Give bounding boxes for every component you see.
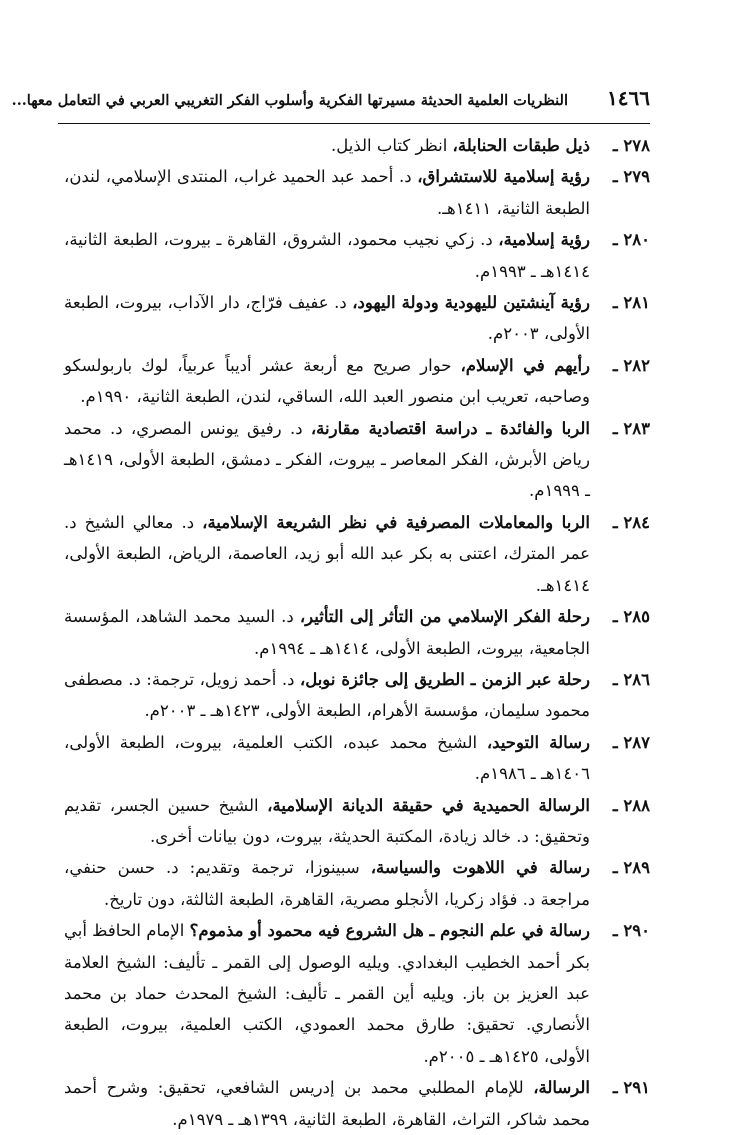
entry-details: د. أحمد زويل، ترجمة: د. مصطفى محمود سليمان، مؤسسة الأهرام، الطبعة الأولى، ١٤٢٣هـ ـ ٢٠٠٣م. (64, 669, 590, 721)
entry-details: د. السيد محمد الشاهد، المؤسسة الجامعية، بيروت، الطبعة الأولى، ١٤١٤هـ ـ ١٩٩٤م. (64, 607, 590, 658)
bibliography-entry (64, 350, 650, 413)
bibliography-entry (64, 413, 650, 507)
entry-title: الرسالة الحميدية في حقيقة الديانة الإسلامية، (267, 795, 591, 815)
entry-number: ٢٨٢ ـ (612, 355, 650, 375)
running-header (11, 82, 650, 122)
bibliography-entry (64, 727, 650, 790)
entry-title: رؤية آينشتين لليهودية ودولة اليهود، (352, 293, 590, 313)
entry-title: رحلة عبر الزمن ـ الطريق إلى جائزة نوبل، (299, 669, 591, 689)
running-title: النظريات العلمية الحديثة مسيرتها الفكرية وأسلوب الفكر التغريبي العربي في التعامل معها... (11, 92, 568, 109)
entry-number: ٢٨١ ـ (612, 293, 650, 313)
header-rule (58, 123, 650, 124)
entry-number: ٢٨٧ ـ (612, 732, 650, 752)
page-number: ١٤٦٦ (607, 86, 650, 110)
entry-details: د. زكي نجيب محمود، الشروق، القاهرة ـ بيروت، الطبعة الثانية، ١٤١٤هـ ـ ١٩٩٣م. (64, 230, 590, 281)
bibliography-entry (64, 915, 650, 1072)
entry-number: ٢٨٣ ـ (612, 418, 650, 438)
entry-details: سبينوزا، ترجمة وتقديم: د. حسن حنفي، مراجعة د. فؤاد زكريا، الأنجلو مصرية، القاهرة، الطبعة الثالثة، دون تاريخ. (64, 858, 590, 909)
entry-details: د. أحمد عبد الحميد غراب، المنتدى الإسلامي، لندن، الطبعة الثانية، ١٤١١هـ. (64, 167, 590, 218)
entry-details: حوار صريح مع أربعة عشر أديباً عربياً، لوك باربولسكو وصاحبه، تعريب ابن منصور العبد الله، الساقي، لندن، الطبعة الثانية، ١٩٩٠م. (64, 355, 590, 407)
entry-title: ذيل طبقات الحنابلة، (452, 136, 590, 155)
bibliography-entry (64, 664, 650, 727)
entry-number: ٢٩١ ـ (612, 1078, 650, 1098)
entry-details: د. عفيف فرّاج، دار الآداب، بيروت، الطبعة الأولى، ٢٠٠٣م. (64, 293, 590, 344)
entry-number: ٢٨٦ ـ (612, 669, 650, 689)
entry-title: الربا والمعاملات المصرفية في نظر الشريعة الإسلامية، (202, 512, 590, 532)
entry-details: الشيخ حسين الجسر، تقديم وتحقيق: د. خالد زيادة، المكتبة الحديثة، بيروت، دون بيانات أخرى. (64, 795, 590, 846)
bibliography-list (64, 130, 650, 1135)
entry-number: ٢٨٩ ـ (612, 858, 650, 878)
entry-number: ٢٨٤ ـ (612, 512, 650, 532)
entry-number: ٢٩٠ ـ (612, 921, 650, 941)
entry-title: الرسالة، (533, 1078, 590, 1098)
entry-title: رأيهم في الإسلام، (460, 355, 590, 375)
bibliography-entry (64, 601, 650, 664)
entry-details: الشيخ محمد عبده، الكتب العلمية، بيروت، الطبعة الأولى، ١٤٠٦هـ ـ ١٩٨٦م. (64, 732, 590, 784)
entry-number: ٢٧٩ ـ (612, 167, 650, 187)
bibliography-entry (64, 130, 650, 161)
entry-number: ٢٨٥ ـ (612, 607, 650, 627)
entry-details: الإمام الحافظ أبي بكر أحمد الخطيب البغدادي. ويليه الوصول إلى القمر ـ تأليف: الشيخ العلامة عبد العزيز بن باز. ويليه أين القمر ـ تأليف: الشيخ المحدث حماد بن محمد الأنصاري. تحقيق: طارق محمد العمودي، الكتب العلمية، بيروت، الطبعة الأولى، ١٤٢٥هـ ـ ٢٠٠٥م. (64, 921, 590, 1066)
entry-title: رسالة في علم النجوم ـ هل الشروع فيه محمود أو مذموم؟ (189, 921, 590, 941)
bibliography-entry (64, 224, 650, 287)
bibliography-entry (64, 507, 650, 601)
bibliography-entry (64, 161, 650, 224)
entry-title: رؤية إسلامية، (498, 230, 590, 250)
entry-title: رحلة الفكر الإسلامي من التأثر إلى التأثير، (299, 607, 590, 627)
entry-number: ٢٨٨ ـ (612, 795, 650, 815)
entry-details: للإمام المطلبي محمد بن إدريس الشافعي، تحقيق: وشرح أحمد محمد شاكر، التراث، القاهرة، الطبعة الثانية، ١٣٩٩هـ ـ ١٩٧٩م. (64, 1078, 590, 1129)
bibliography-entry (64, 790, 650, 853)
bibliography-entry (64, 852, 650, 915)
entry-title: رسالة التوحيد، (486, 732, 590, 752)
entry-details: د. رفيق يونس المصري، د. محمد رياض الأبرش، الفكر المعاصر ـ بيروت، الفكر ـ دمشق، الطبعة الأولى، ١٤١٩هـ ـ ١٩٩٩م. (64, 418, 590, 501)
entry-title: الربا والفائدة ـ دراسة اقتصادية مقارنة، (310, 418, 590, 438)
entry-details: انظر كتاب الذيل. (330, 136, 453, 155)
entry-title: رؤية إسلامية للاستشراق، (417, 167, 590, 187)
bibliography-entry (64, 1072, 650, 1135)
entry-number: ٢٨٠ ـ (612, 230, 650, 250)
entry-number: ٢٧٨ ـ (612, 136, 650, 155)
entry-details: د. معالي الشيخ د. عمر المترك، اعتنى به بكر عبد الله أبو زيد، العاصمة، الرياض، الطبعة الأولى، ١٤١٤هـ. (64, 512, 590, 595)
entry-title: رسالة في اللاهوت والسياسة، (370, 858, 590, 878)
bibliography-entry (64, 287, 650, 350)
